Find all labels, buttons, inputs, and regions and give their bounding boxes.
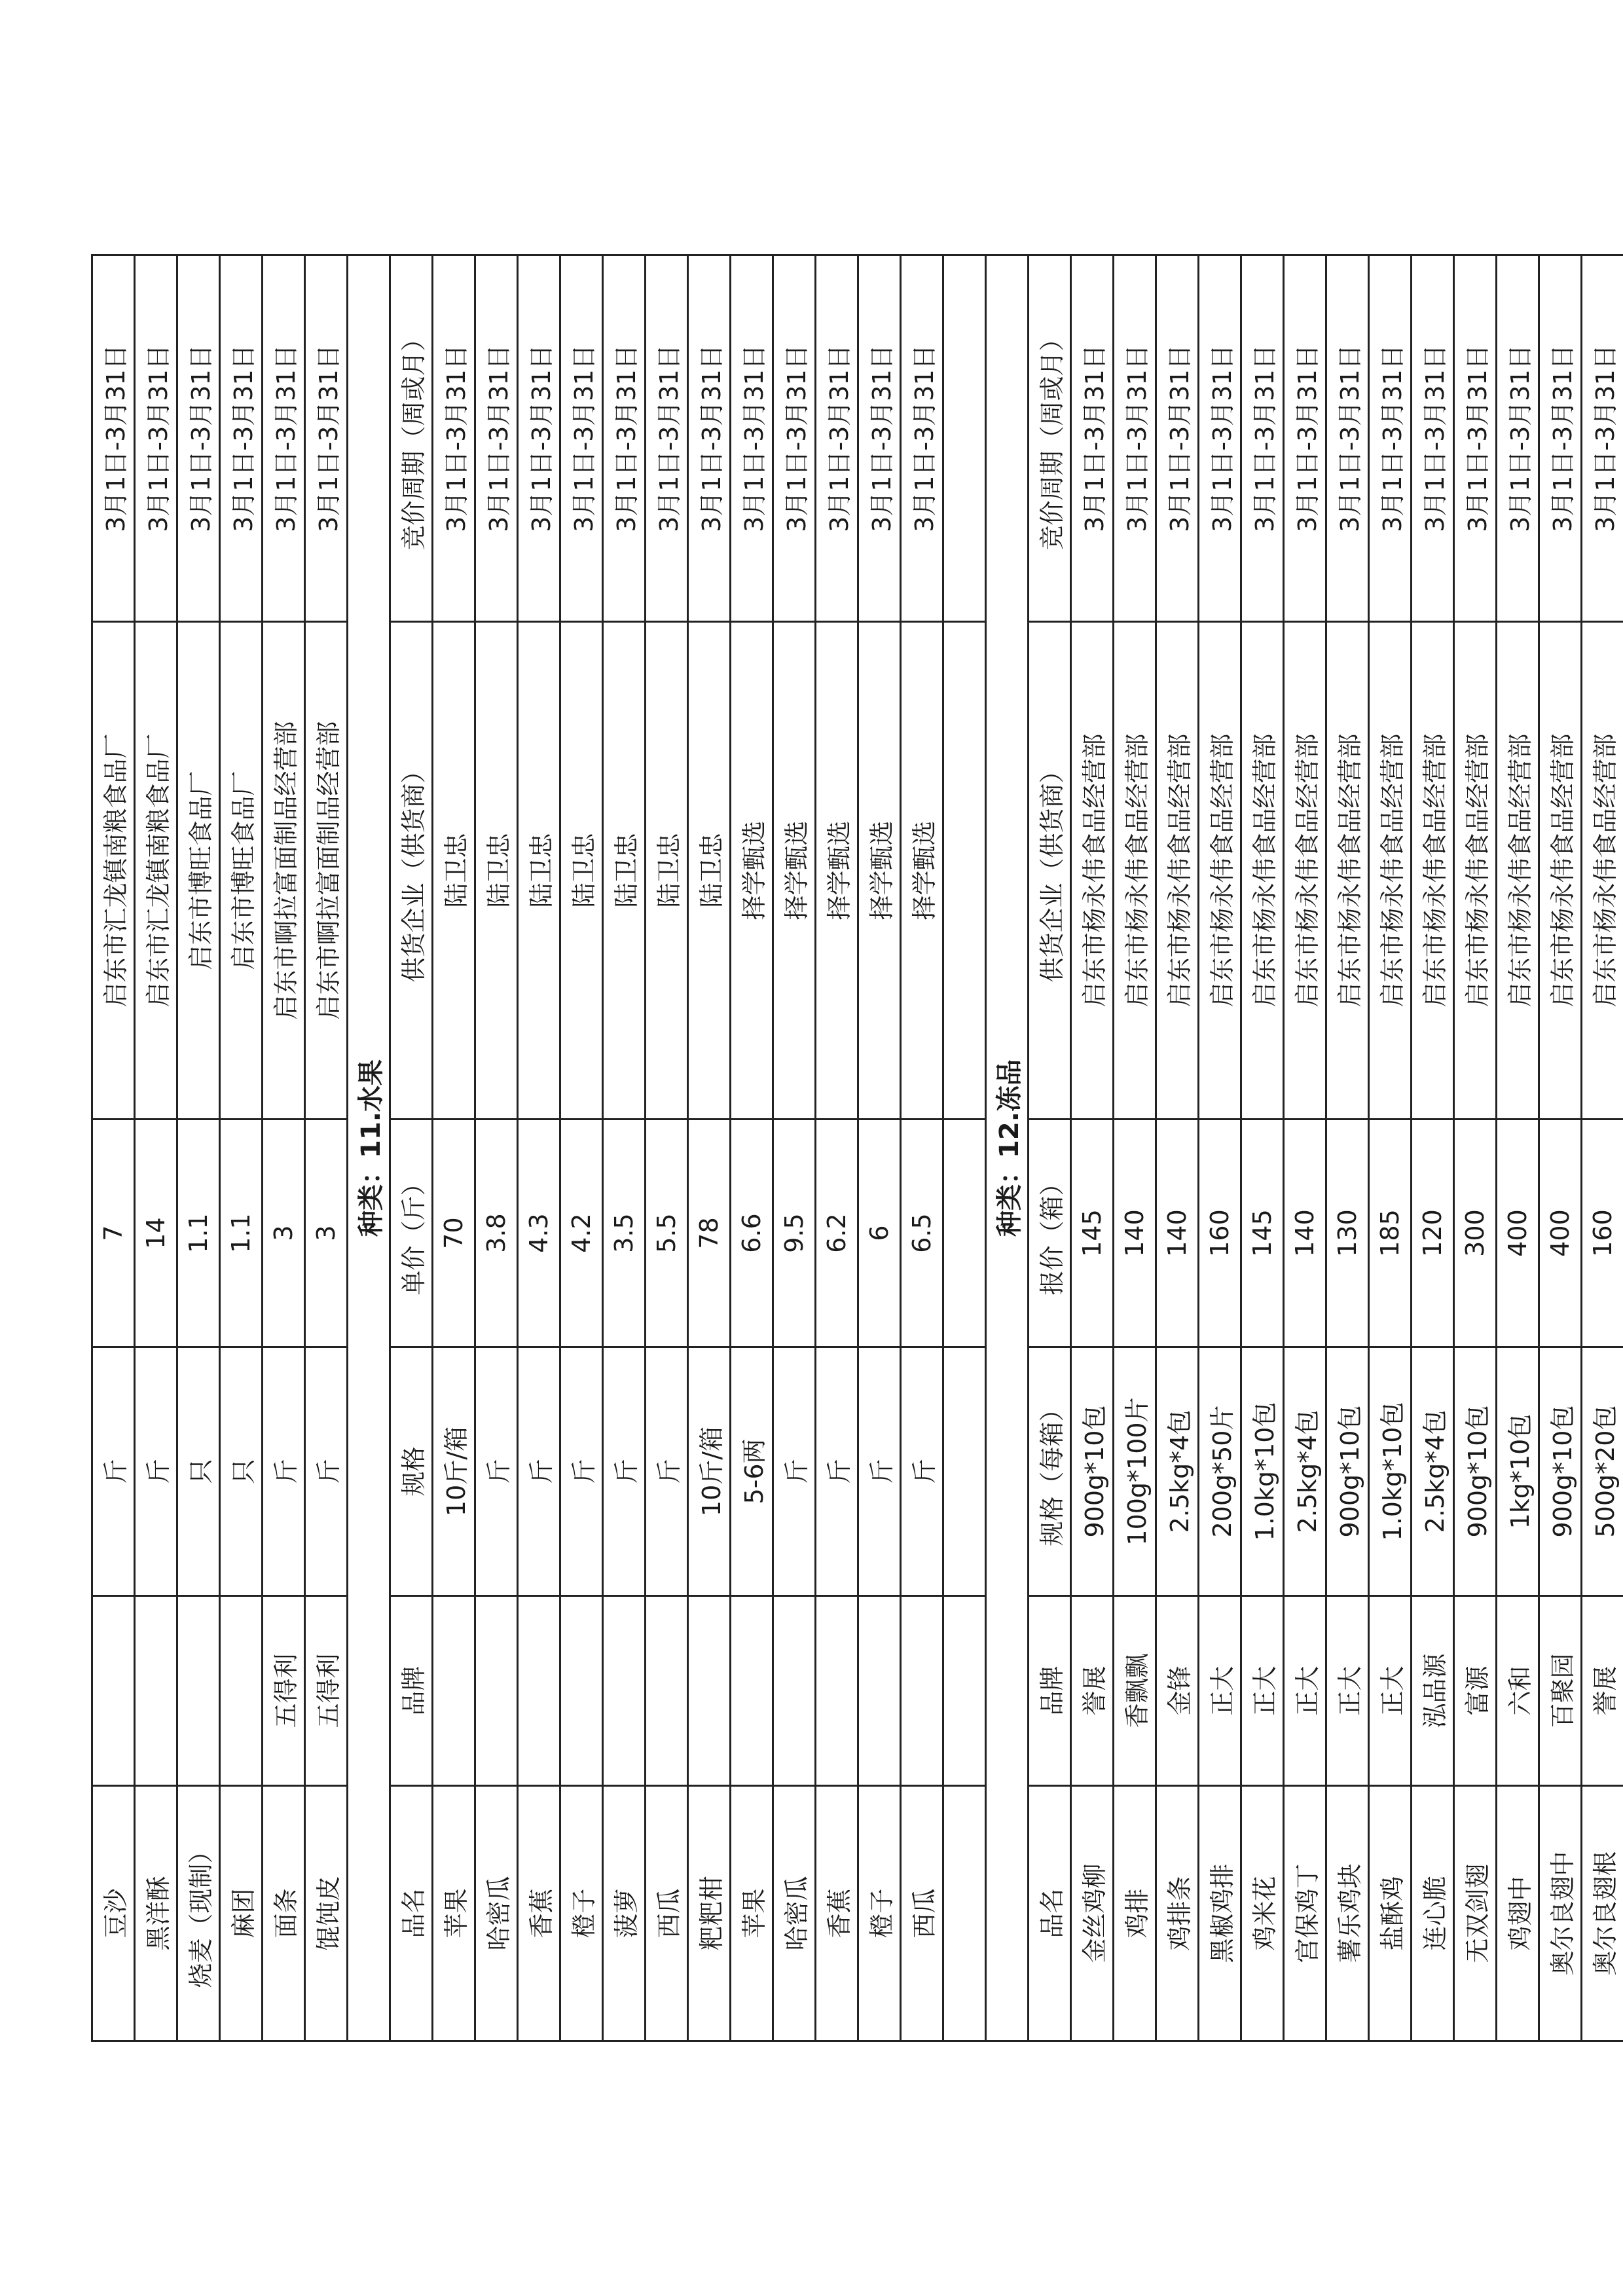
table-row [220,255,263,2041]
table-row [1241,255,1284,2041]
cell-price: 185 [1369,1120,1412,1347]
cell-spec: 斤 [135,1347,177,1596]
cell-price: 130 [1326,1120,1369,1347]
cell-price: 120 [1412,1120,1454,1347]
cell-price: 7 [92,1120,135,1347]
cell-period: 3月1日-3月31日 [135,255,177,622]
cell-brand [773,1596,816,1786]
cell-name: 菠萝 [603,1786,646,2041]
cell-name: 面条 [263,1786,305,2041]
table-row [1497,255,1539,2041]
table-row [1582,255,1623,2041]
cell-brand [858,1596,901,1786]
cell-brand [816,1596,858,1786]
cell-spec: 斤 [773,1347,816,1596]
cell-brand: 正大 [1199,1596,1241,1786]
cell-supplier: 择学甄选 [858,622,901,1120]
cell-name: 香蕉 [816,1786,858,2041]
rotated-page [91,256,1620,2042]
cell-brand: 正大 [1241,1596,1284,1786]
cell-supplier: 启东市啊拉富面制品经营部 [305,622,348,1120]
cell-period: 3月1日-3月31日 [1156,255,1199,622]
header-spec: 规格（每箱） [1029,1347,1071,1596]
cell-price: 1.1 [220,1120,263,1347]
cell-spec: 10斤/箱 [433,1347,475,1596]
cell-price: 400 [1539,1120,1582,1347]
cell-brand [433,1596,475,1786]
cell-spec: 1.0kg*10包 [1241,1347,1284,1596]
cell-spec: 900g*10包 [1326,1347,1369,1596]
cell-spec: 斤 [560,1347,603,1596]
header-row [390,255,433,2041]
cell-supplier: 启东市杨永伟食品经营部 [1156,622,1199,1120]
cell-spec: 500g*20包 [1582,1347,1623,1596]
cell-price: 6.5 [901,1120,943,1347]
cell-name: 宫保鸡丁 [1284,1786,1326,2041]
cell-supplier: 启东市杨永伟食品经营部 [1497,622,1539,1120]
cell-brand [731,1596,773,1786]
header-name: 品名 [1029,1786,1071,2041]
cell-period: 3月1日-3月31日 [688,255,731,622]
cell-price: 78 [688,1120,731,1347]
cell-period: 3月1日-3月31日 [773,255,816,622]
cell-name: 盐酥鸡 [1369,1786,1412,2041]
cell-name: 烧麦（现制） [177,1786,220,2041]
cell-name: 哈密瓜 [475,1786,518,2041]
cell-brand: 百聚园 [1539,1596,1582,1786]
cell-name: 金丝鸡柳 [1071,1786,1114,2041]
cell-name: 麻团 [220,1786,263,2041]
blank-cell [943,1120,986,1347]
cell-brand [560,1596,603,1786]
cell-brand [688,1596,731,1786]
cell-spec: 斤 [858,1347,901,1596]
cell-name: 香蕉 [518,1786,560,2041]
cell-name: 黑椒鸡排 [1199,1786,1241,2041]
cell-price: 4.3 [518,1120,560,1347]
cell-brand: 六和 [1497,1596,1539,1786]
cell-price: 1.1 [177,1120,220,1347]
cell-supplier: 择学甄选 [816,622,858,1120]
header-brand: 品牌 [1029,1596,1071,1786]
cell-spec: 斤 [816,1347,858,1596]
cell-spec: 1.0kg*10包 [1369,1347,1412,1596]
cell-price: 6.2 [816,1120,858,1347]
table-row [177,255,220,2041]
header-brand: 品牌 [390,1596,433,1786]
price-table-body [92,255,1623,2041]
blank-cell [943,1596,986,1786]
cell-supplier: 启东市杨永伟食品经营部 [1369,622,1412,1120]
cell-name: 橙子 [560,1786,603,2041]
cell-name: 豆沙 [92,1786,135,2041]
cell-name: 无双剑翅 [1454,1786,1497,2041]
cell-period: 3月1日-3月31日 [1412,255,1454,622]
cell-name: 奥尔良翅根 [1582,1786,1623,2041]
table-row [1326,255,1369,2041]
cell-spec: 200g*50片 [1199,1347,1241,1596]
cell-period: 3月1日-3月31日 [305,255,348,622]
table-row [1156,255,1199,2041]
cell-name: 鸡米花 [1241,1786,1284,2041]
cell-brand: 誉展 [1582,1596,1623,1786]
cell-period: 3月1日-3月31日 [518,255,560,622]
cell-spec: 10斤/箱 [688,1347,731,1596]
cell-spec: 900g*10包 [1539,1347,1582,1596]
cell-supplier: 启东市汇龙镇南粮食品厂 [135,622,177,1120]
cell-spec: 斤 [263,1347,305,1596]
cell-period: 3月1日-3月31日 [560,255,603,622]
table-row [858,255,901,2041]
cell-brand [518,1596,560,1786]
cell-supplier: 启东市杨永伟食品经营部 [1241,622,1284,1120]
cell-supplier: 启东市汇龙镇南粮食品厂 [92,622,135,1120]
cell-period: 3月1日-3月31日 [646,255,688,622]
cell-brand: 正大 [1284,1596,1326,1786]
cell-name: 奥尔良翅中 [1539,1786,1582,2041]
cell-spec: 斤 [603,1347,646,1596]
cell-spec: 900g*10包 [1454,1347,1497,1596]
table-row [1114,255,1156,2041]
header-period: 竞价周期（周或月） [1029,255,1071,622]
table-row [305,255,348,2041]
cell-name: 鸡排条 [1156,1786,1199,2041]
cell-spec: 100g*100片 [1114,1347,1156,1596]
cell-period: 3月1日-3月31日 [1454,255,1497,622]
cell-supplier: 启东市杨永伟食品经营部 [1071,622,1114,1120]
cell-price: 9.5 [773,1120,816,1347]
cell-name: 橙子 [858,1786,901,2041]
table-row [92,255,135,2041]
header-supplier: 供货企业（供货商） [1029,622,1071,1120]
table-row [1071,255,1114,2041]
header-price: 单价（斤） [390,1120,433,1347]
cell-price: 400 [1497,1120,1539,1347]
cell-brand [475,1596,518,1786]
table-row [731,255,773,2041]
cell-brand [220,1596,263,1786]
table-row [1369,255,1412,2041]
cell-period: 3月1日-3月31日 [731,255,773,622]
table-row [688,255,731,2041]
table-row [1199,255,1241,2041]
table-row [1412,255,1454,2041]
table-row [646,255,688,2041]
table-row [475,255,518,2041]
cell-supplier: 择学甄选 [731,622,773,1120]
cell-brand: 正大 [1326,1596,1369,1786]
table-row [433,255,475,2041]
cell-brand [603,1596,646,1786]
cell-price: 160 [1199,1120,1241,1347]
cell-supplier: 启东市杨永伟食品经营部 [1412,622,1454,1120]
table-row [816,255,858,2041]
cell-supplier: 陆卫忠 [560,622,603,1120]
cell-supplier: 陆卫忠 [433,622,475,1120]
cell-spec: 1kg*10包 [1497,1347,1539,1596]
table-row [1454,255,1497,2041]
cell-spec: 斤 [92,1347,135,1596]
table-row [135,255,177,2041]
header-row [1029,255,1071,2041]
blank-cell [943,622,986,1120]
cell-supplier: 启东市杨永伟食品经营部 [1539,622,1582,1120]
cell-spec: 斤 [901,1347,943,1596]
cell-supplier: 启东市杨永伟食品经营部 [1284,622,1326,1120]
cell-supplier: 启东市杨永伟食品经营部 [1114,622,1156,1120]
table-row [263,255,305,2041]
cell-spec: 2.5kg*4包 [1412,1347,1454,1596]
blank-cell [943,1786,986,2041]
cell-brand [92,1596,135,1786]
cell-name: 连心脆 [1412,1786,1454,2041]
cell-name: 鸡排 [1114,1786,1156,2041]
cell-spec: 900g*10包 [1071,1347,1114,1596]
header-supplier: 供货企业（供货商） [390,622,433,1120]
cell-period: 3月1日-3月31日 [475,255,518,622]
cell-spec: 斤 [518,1347,560,1596]
header-name: 品名 [390,1786,433,2041]
cell-brand [135,1596,177,1786]
cell-brand [901,1596,943,1786]
cell-period: 3月1日-3月31日 [1199,255,1241,622]
cell-brand: 金锋 [1156,1596,1199,1786]
cell-price: 3.8 [475,1120,518,1347]
cell-brand: 五得利 [263,1596,305,1786]
cell-period: 3月1日-3月31日 [1284,255,1326,622]
cell-name: 黑洋酥 [135,1786,177,2041]
cell-period: 3月1日-3月31日 [1369,255,1412,622]
cell-supplier: 陆卫忠 [518,622,560,1120]
cell-price: 5.5 [646,1120,688,1347]
section-title: 种类：12.冻品 [986,255,1029,2041]
cell-period: 3月1日-3月31日 [92,255,135,622]
cell-period: 3月1日-3月31日 [901,255,943,622]
cell-period: 3月1日-3月31日 [1497,255,1539,622]
cell-supplier: 启东市博旺食品厂 [220,622,263,1120]
cell-period: 3月1日-3月31日 [1071,255,1114,622]
cell-name: 粑粑柑 [688,1786,731,2041]
cell-brand: 誉展 [1071,1596,1114,1786]
cell-period: 3月1日-3月31日 [433,255,475,622]
cell-spec: 斤 [646,1347,688,1596]
price-table [91,254,1623,2042]
cell-name: 馄饨皮 [305,1786,348,2041]
cell-supplier: 择学甄选 [773,622,816,1120]
cell-price: 140 [1284,1120,1326,1347]
cell-price: 140 [1156,1120,1199,1347]
cell-spec: 5-6两 [731,1347,773,1596]
cell-price: 70 [433,1120,475,1347]
blank-row [943,255,986,2041]
cell-period: 3月1日-3月31日 [263,255,305,622]
cell-name: 西瓜 [901,1786,943,2041]
cell-period: 3月1日-3月31日 [858,255,901,622]
cell-supplier: 启东市啊拉富面制品经营部 [263,622,305,1120]
cell-price: 160 [1582,1120,1623,1347]
cell-name: 苹果 [731,1786,773,2041]
section-row [348,255,390,2041]
cell-supplier: 启东市杨永伟食品经营部 [1326,622,1369,1120]
cell-spec: 只 [177,1347,220,1596]
cell-brand: 正大 [1369,1596,1412,1786]
section-title: 种类：11.水果 [348,255,390,2041]
cell-brand: 香飘飘 [1114,1596,1156,1786]
table-row [1284,255,1326,2041]
cell-supplier: 启东市杨永伟食品经营部 [1199,622,1241,1120]
cell-supplier: 启东市杨永伟食品经营部 [1454,622,1497,1120]
cell-brand [177,1596,220,1786]
cell-spec: 斤 [305,1347,348,1596]
cell-name: 鸡翅中 [1497,1786,1539,2041]
cell-spec: 只 [220,1347,263,1596]
table-row [901,255,943,2041]
cell-supplier: 陆卫忠 [475,622,518,1120]
cell-period: 3月1日-3月31日 [1326,255,1369,622]
cell-supplier: 启东市博旺食品厂 [177,622,220,1120]
cell-period: 3月1日-3月31日 [603,255,646,622]
cell-name: 苹果 [433,1786,475,2041]
cell-price: 145 [1241,1120,1284,1347]
cell-period: 3月1日-3月31日 [220,255,263,622]
cell-supplier: 择学甄选 [901,622,943,1120]
cell-name: 哈密瓜 [773,1786,816,2041]
cell-price: 6.6 [731,1120,773,1347]
cell-name: 西瓜 [646,1786,688,2041]
cell-period: 3月1日-3月31日 [1241,255,1284,622]
cell-supplier: 陆卫忠 [688,622,731,1120]
cell-price: 3 [263,1120,305,1347]
cell-period: 3月1日-3月31日 [1582,255,1623,622]
cell-period: 3月1日-3月31日 [1539,255,1582,622]
cell-spec: 斤 [475,1347,518,1596]
blank-cell [943,255,986,622]
blank-cell [943,1347,986,1596]
cell-brand [646,1596,688,1786]
cell-brand: 富源 [1454,1596,1497,1786]
cell-period: 3月1日-3月31日 [177,255,220,622]
table-row [773,255,816,2041]
cell-price: 14 [135,1120,177,1347]
cell-period: 3月1日-3月31日 [816,255,858,622]
cell-price: 6 [858,1120,901,1347]
cell-spec: 2.5kg*4包 [1284,1347,1326,1596]
header-period: 竞价周期（周或月） [390,255,433,622]
cell-price: 3 [305,1120,348,1347]
cell-name: 薯乐鸡块 [1326,1786,1369,2041]
header-spec: 规格 [390,1347,433,1596]
cell-spec: 2.5kg*4包 [1156,1347,1199,1596]
table-row [603,255,646,2041]
cell-brand: 五得利 [305,1596,348,1786]
cell-price: 140 [1114,1120,1156,1347]
table-row [1539,255,1582,2041]
cell-price: 300 [1454,1120,1497,1347]
cell-supplier: 陆卫忠 [603,622,646,1120]
header-price: 报价（箱） [1029,1120,1071,1347]
cell-price: 3.5 [603,1120,646,1347]
section-row [986,255,1029,2041]
cell-price: 145 [1071,1120,1114,1347]
cell-brand: 泓品源 [1412,1596,1454,1786]
table-row [518,255,560,2041]
cell-price: 4.2 [560,1120,603,1347]
cell-period: 3月1日-3月31日 [1114,255,1156,622]
cell-supplier: 陆卫忠 [646,622,688,1120]
cell-supplier: 启东市杨永伟食品经营部 [1582,622,1623,1120]
table-row [560,255,603,2041]
